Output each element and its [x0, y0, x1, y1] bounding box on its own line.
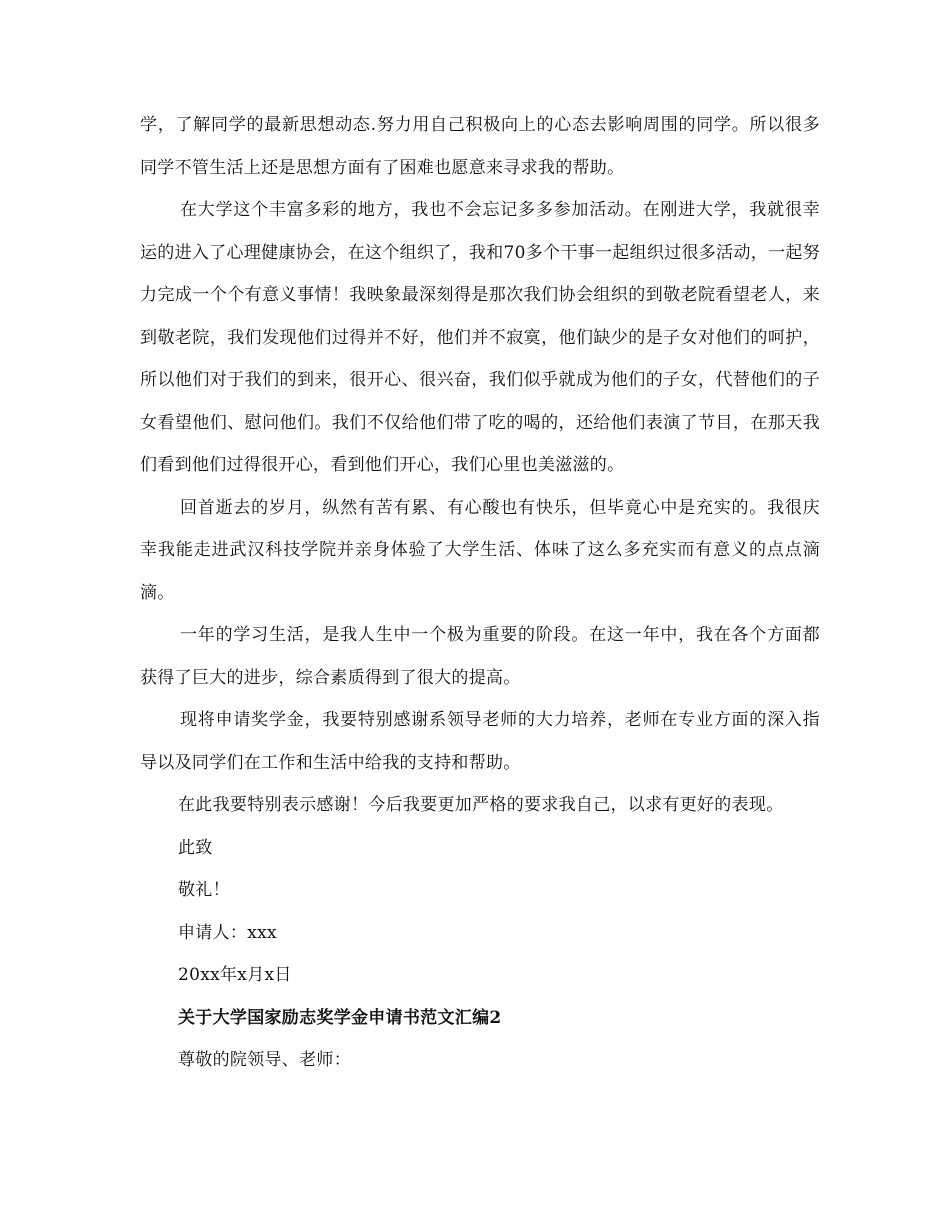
applicant-line: 申请人：xxx — [178, 922, 277, 943]
section-title: 关于大学国家励志奖学金申请书范文汇编2 — [178, 1007, 502, 1028]
salutation-jingli: 敬礼！ — [178, 880, 230, 900]
paragraph-one-year: 一年的学习生活，是我人生中一个极为重要的阶段。在这一年中，我在各个方面都获得了巨大的进步，综合素质得到了很大的提高。 — [140, 625, 820, 688]
date-line: 20xx年x月x日 — [178, 965, 292, 985]
paragraph-continuation: 学，了解同学的最新思想动态.努力用自己积极向上的心态去影响周围的同学。所以很多同学不管生活上还是思想方面有了困难也愿意来寻求我的帮助。 — [140, 115, 820, 178]
document-page — [140, 104, 820, 1082]
closing-thanks: 在此我要特别表示感谢！今后我要更加严格的要求我自己，以求有更好的表现。 — [178, 795, 784, 815]
greeting-line: 尊敬的院领导、老师： — [178, 1050, 351, 1070]
paragraph-looking-back: 回首逝去的岁月，纵然有苦有累、有心酸也有快乐，但毕竟心中是充实的。我很庆幸我能走进武汉科技学院并亲身体验了大学生活、体味了这么多充实而有意义的点点滴滴。 — [140, 497, 820, 603]
paragraph-thanks: 现将申请奖学金，我要特别感谢系领导老师的大力培养，老师在专业方面的深入指导以及同学们在工作和生活中给我的支持和帮助。 — [140, 710, 820, 773]
paragraph-activities: 在大学这个丰富多彩的地方，我也不会忘记多多参加活动。在刚进大学，我就很幸运的进入了心理健康协会，在这个组织了，我和70多个干事一起组织过很多活动，一起努力完成一个个有意义事情！我映象最深刻得是那次我们协会组织的到敬老院看望老人，来到敬老院，我们发现他们过得并不好，他们并不寂寞，他们缺少的是子女对他们的呵护，所以他们对于我们的到来，很开心、很兴奋，我们似乎就成为他们的子女，代替他们的子女看望他们、慰问他们。我们不仅给他们带了吃的喝的，还给他们表演了节目，在那天我们看到他们过得很开心，看到他们开心，我们心里也美滋滋的。 — [140, 200, 820, 475]
salutation-zhici: 此致 — [178, 837, 213, 858]
